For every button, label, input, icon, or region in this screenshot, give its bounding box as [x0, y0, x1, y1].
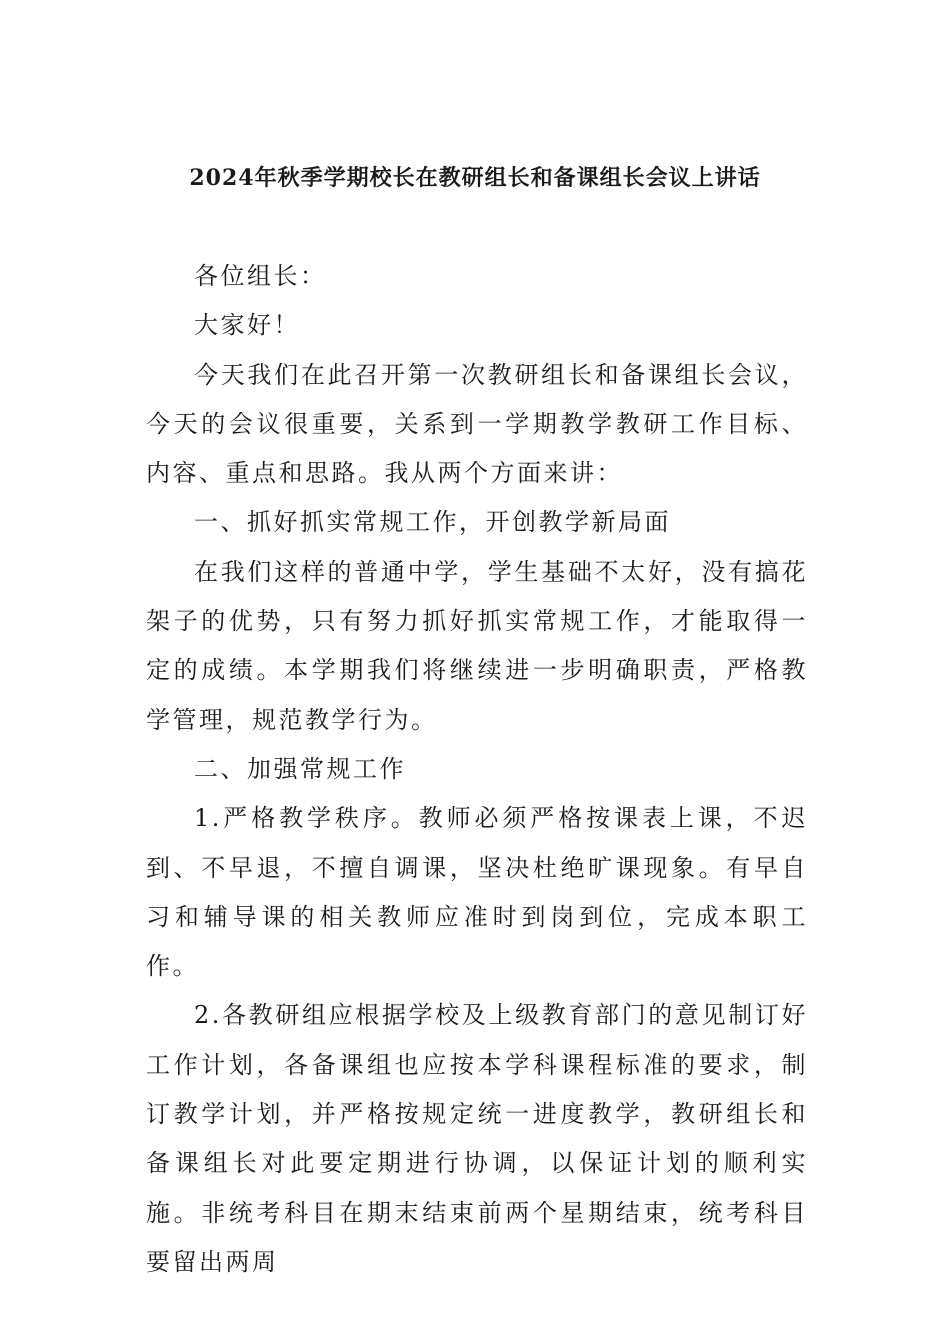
document-title: 2024年秋季学期校长在教研组长和备课组长会议上讲话	[189, 165, 761, 191]
intro-paragraph: 今天我们在此召开第一次教研组长和备课组长会议，今天的会议很重要，关系到一学期教学教研工作目标、内容、重点和思路。我从两个方面来讲：	[146, 360, 808, 488]
document-body	[146, 252, 808, 1287]
item-2-paragraph: 2.各教研组应根据学校及上级教育部门的意见制订好工作计划，各备课组也应按本学科课程标准的要求，制订教学计划，并严格按规定统一进度教学，教研组长和备课组长对此要定期进行协调，以保证计划的顺利实施。非统考科目在期末结束前两个星期结束，统考科目要留出两周	[146, 1001, 808, 1276]
section-1-paragraph: 在我们这样的普通中学，学生基础不太好，没有搞花架子的优势，只有努力抓好抓实常规工作，才能取得一定的成绩。本学期我们将继续进一步明确职责，严格教学管理，规范教学行为。	[146, 557, 808, 734]
item-1-paragraph: 1.严格教学秩序。教师必须严格按课表上课，不迟到、不早退，不擅自调课，坚决杜绝旷课现象。有早自习和辅导课的相关教师应准时到岗到位，完成本职工作。	[146, 804, 808, 981]
greeting-paragraph: 大家好！	[194, 311, 300, 340]
salutation-paragraph: 各位组长：	[194, 262, 327, 290]
section-heading-1: 一、抓好抓实常规工作，开创教学新局面	[194, 508, 671, 537]
section-heading-2: 二、加强常规工作	[194, 754, 406, 783]
